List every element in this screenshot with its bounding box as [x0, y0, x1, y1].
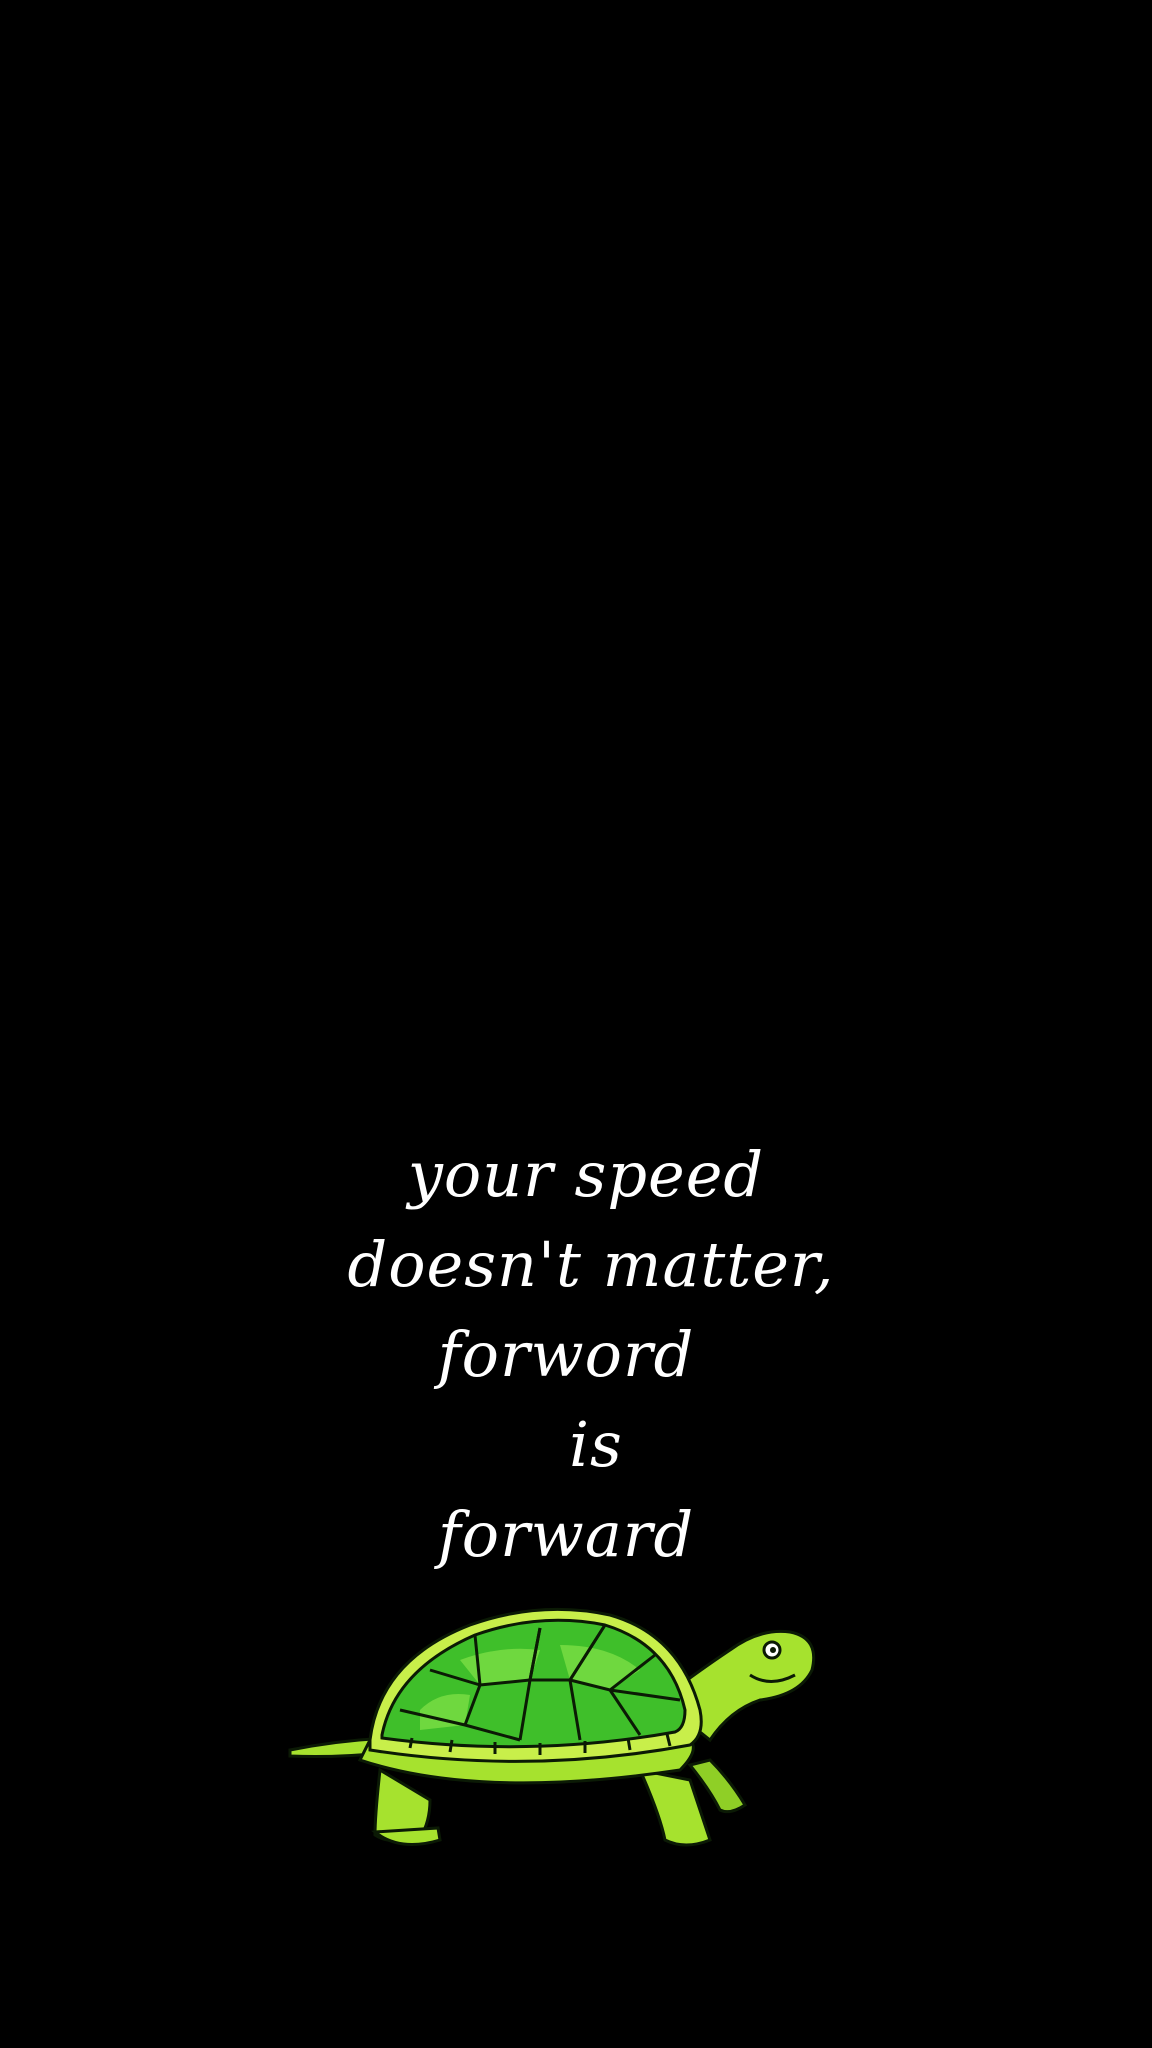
quote-line-3: forword [437, 1318, 695, 1391]
quote-line-5: forward [437, 1498, 695, 1571]
turtle-back-foot [375, 1828, 440, 1845]
quote-line-1: your speed [407, 1138, 765, 1211]
turtle-front-leg [640, 1770, 710, 1845]
quote-line-4: is [569, 1408, 623, 1481]
quote-text [0, 1130, 1152, 1580]
quote-line-2: doesn't matter, [347, 1228, 835, 1301]
turtle-icon [280, 1600, 820, 1880]
